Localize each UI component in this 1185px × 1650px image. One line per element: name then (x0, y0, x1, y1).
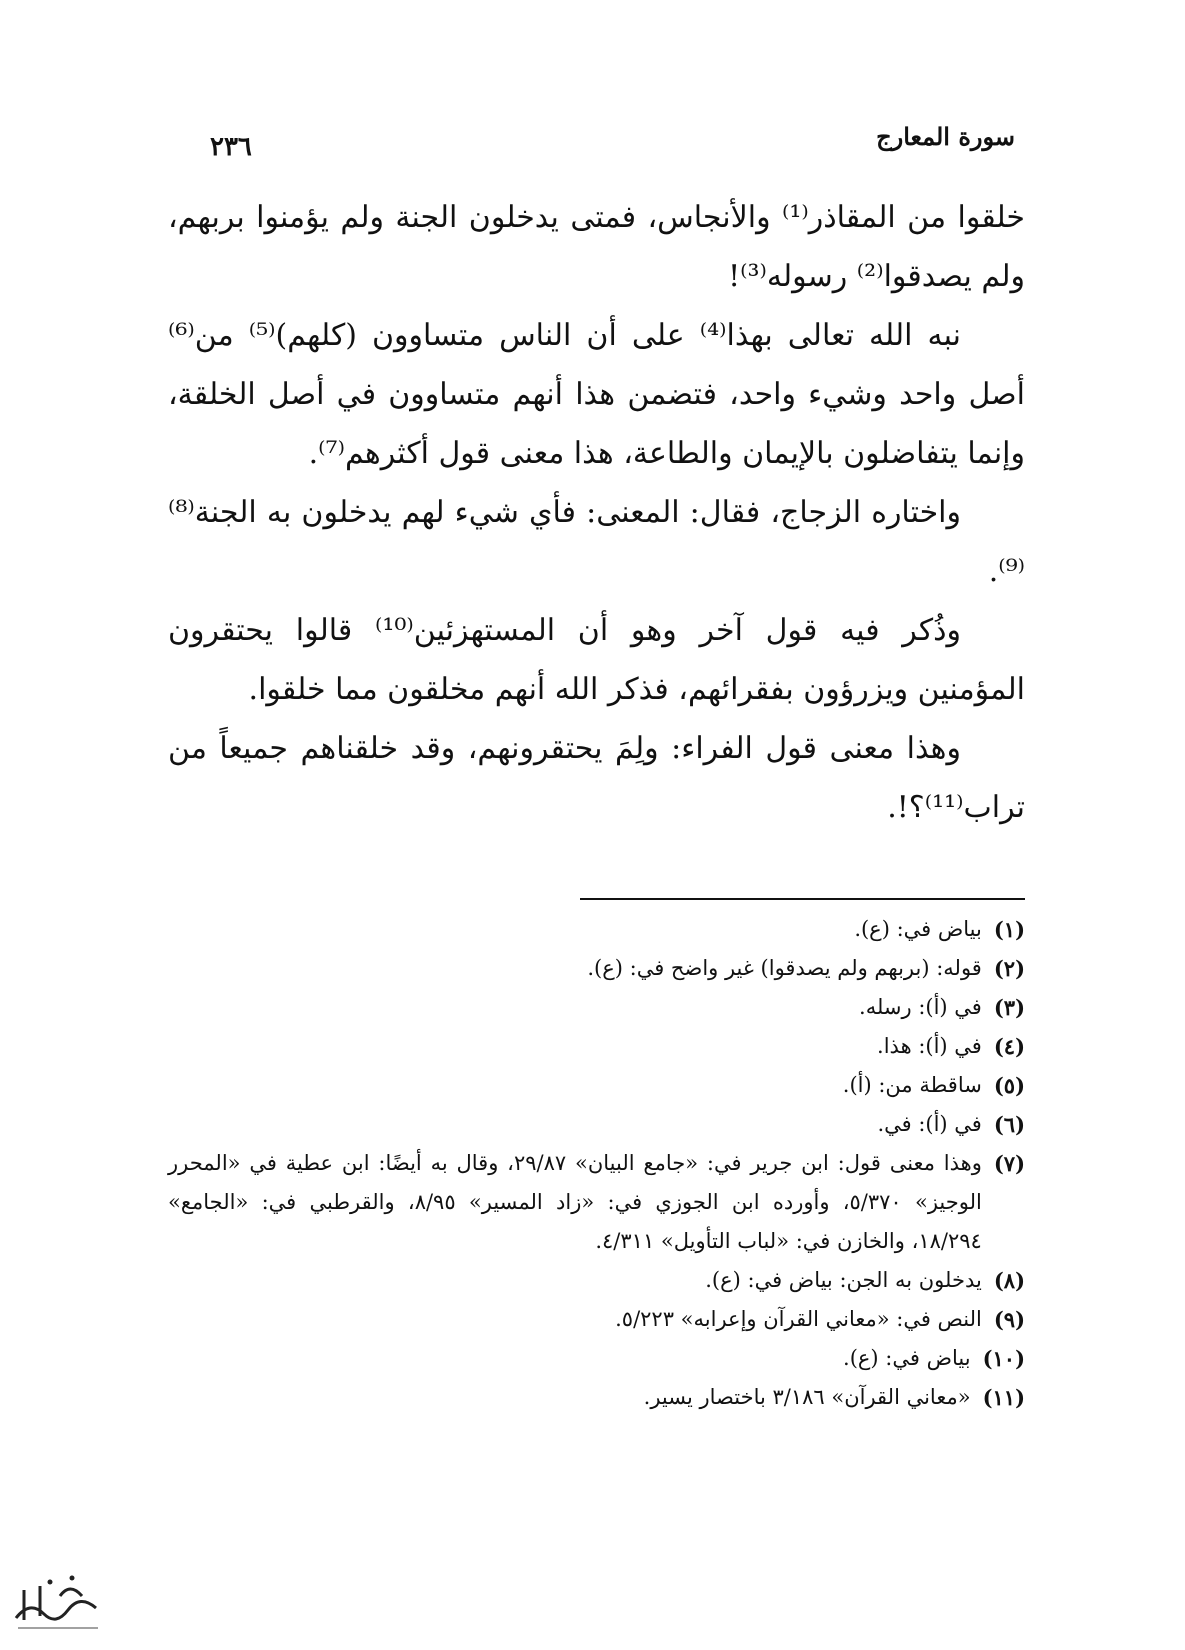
footnote-number: (٨) (993, 1268, 1025, 1293)
page-header (200, 118, 1040, 168)
footnote (168, 1105, 1025, 1144)
footnote-number: (٦) (993, 1112, 1025, 1137)
footnote (168, 1144, 1025, 1261)
surah-title: سورة المعارج (876, 122, 1015, 151)
footnote-text: قوله: (بربهم ولم يصدقوا) غير واضح في: (ع). (587, 956, 982, 980)
footnote (168, 1300, 1025, 1339)
footnote-number: (٤) (993, 1034, 1025, 1059)
footnote-divider (580, 898, 1025, 900)
footnote-text: ساقطة من: (أ). (842, 1073, 982, 1097)
footnote-text: بياض في: (ع). (843, 1346, 971, 1370)
paragraph: خلقوا من المقاذر⁽¹⁾ والأنجاس، فمتى يدخلون الجنة ولم يؤمنوا بربهم، ولم يصدقوا⁽²⁾ رسوله⁽³⁾! (168, 200, 1025, 294)
footnote (168, 949, 1025, 988)
page-number: ٢٣٦ (210, 132, 252, 162)
library-stamp-logo (10, 1570, 105, 1640)
footnotes (168, 910, 1025, 1417)
footnote-text: في (أ): رسله. (859, 995, 982, 1019)
footnote (168, 988, 1025, 1027)
footnote (168, 910, 1025, 949)
footnote-text: يدخلون به الجن: بياض في: (ع). (705, 1268, 982, 1292)
footnote-number: (٢) (993, 956, 1025, 981)
footnote-text: في (أ): هذا. (877, 1034, 982, 1058)
footnote-number: (٩) (993, 1307, 1025, 1332)
paragraph: واختاره الزجاج، فقال: المعنى: فأي شيء لهم يدخلون به الجنة⁽⁸⁾⁽⁹⁾. (168, 495, 1025, 589)
footnote-number: (١) (993, 917, 1025, 942)
footnote-text: وهذا معنى قول: ابن جرير في: «جامع البيان» ٢٩/٨٧، وقال به أيضًا: ابن عطية في «المحرر الوجيز» ٥/٣٧٠، وأورده ابن الجوزي في: «زاد المسير» ٨/٩٥، والقرطبي في: «الجامع» ١٨/٢٩٤، والخازن في: «لباب التأويل» ٤/٣١١. (168, 1151, 982, 1253)
footnote (168, 1339, 1025, 1378)
footnote (168, 1027, 1025, 1066)
paragraph: وهذا معنى قول الفراء: ولِمَ يحتقرونهم، وقد خلقناهم جميعاً من تراب⁽¹¹⁾؟!. (168, 731, 1025, 825)
footnote-text: النص في: «معاني القرآن وإعرابه» ٥/٢٢٣. (615, 1307, 982, 1331)
footnote-number: (٧) (993, 1151, 1025, 1176)
footnote (168, 1378, 1025, 1417)
footnote-number: (٥) (993, 1073, 1025, 1098)
main-text (168, 188, 1025, 837)
footnote-number: (٣) (993, 995, 1025, 1020)
footnote-number: (١٠) (982, 1346, 1025, 1371)
footnote-number: (١١) (982, 1385, 1025, 1410)
footnote (168, 1261, 1025, 1300)
paragraph: وذُكر فيه قول آخر وهو أن المستهزئين⁽¹⁰⁾ قالوا يحتقرون المؤمنين ويزرؤون بفقرائهم، فذكر الله أنهم مخلقون مما خلقوا. (168, 613, 1025, 707)
paragraph: نبه الله تعالى بهذا⁽⁴⁾ على أن الناس متساوون (كلهم)⁽⁵⁾ من⁽⁶⁾ أصل واحد وشيء واحد، فتضمن هذا أنهم متساوون في أصل الخلقة، وإنما يتفاضلون بالإيمان والطاعة، هذا معنى قول أكثرهم⁽⁷⁾. (168, 318, 1025, 471)
footnote-text: «معاني القرآن» ٣/١٨٦ باختصار يسير. (643, 1385, 971, 1409)
footnote-text: في (أ): في. (877, 1112, 982, 1136)
footnote-text: بياض في: (ع). (854, 917, 982, 941)
footnote (168, 1066, 1025, 1105)
